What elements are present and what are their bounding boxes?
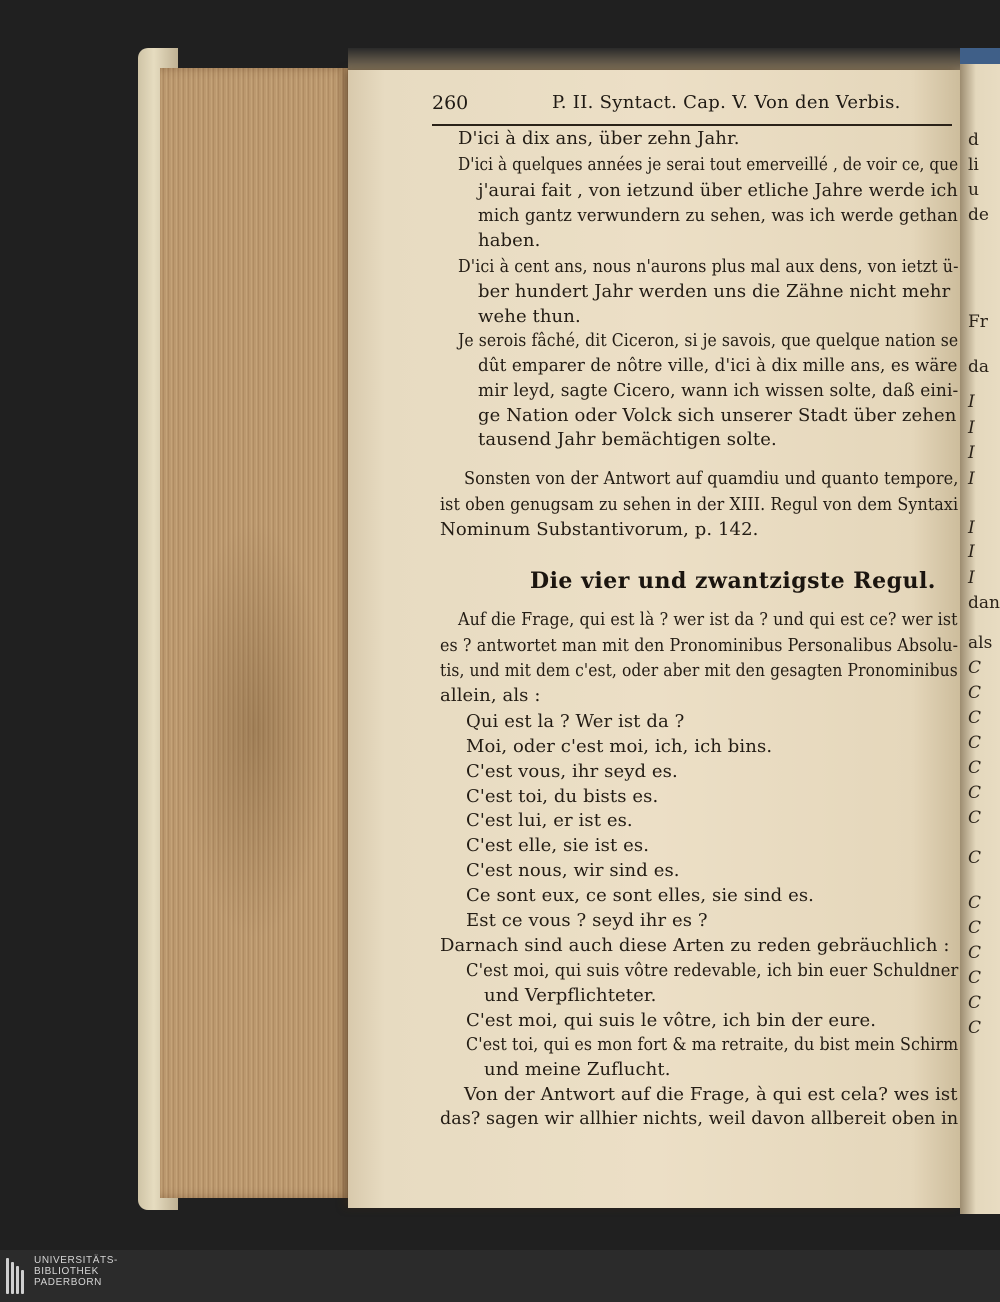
text-line: Moi, oder c'est moi, ich, ich bins. (466, 736, 773, 757)
text-line: D'ici à quelques années je serai tout emerveillé , de voir ce, que (458, 154, 959, 175)
page-top-shadow (348, 48, 960, 72)
facing-fragment: I (968, 518, 975, 538)
text-line: haben. (478, 230, 541, 251)
text-line: Darnach sind auch diese Arten zu reden gebräuchlich : (440, 935, 950, 956)
text-line: und Verpflichteter. (484, 985, 657, 1006)
text-line: tausend Jahr bemächtigen solte. (478, 429, 777, 450)
facing-fragment: I (968, 443, 975, 463)
facing-fragment: C (968, 893, 982, 913)
facing-fragment: C (968, 758, 982, 778)
facing-fragment: I (968, 542, 975, 562)
header-rule (432, 124, 952, 126)
facing-fragment: d (968, 130, 979, 150)
facing-fragment: u (968, 180, 979, 200)
text-line: C'est elle, sie ist es. (466, 835, 650, 856)
text-line: dût emparer de nôtre ville, d'ici à dix mille ans, es wäre (478, 355, 958, 376)
text-line: mich gantz verwundern zu sehen, was ich werde gethan (478, 205, 958, 226)
facing-fragment: I (968, 469, 975, 489)
facing-fragment: C (968, 733, 982, 753)
text-line: C'est nous, wir sind es. (466, 860, 680, 881)
facing-fragment: Fr (968, 312, 988, 332)
text-line: D'ici à dix ans, über zehn Jahr. (458, 128, 740, 149)
facing-fragment: C (968, 848, 982, 868)
text-line: D'ici à cent ans, nous n'aurons plus mal aux dens, von ietzt ü- (458, 256, 959, 277)
facing-fragment: C (968, 783, 982, 803)
text-line: ge Nation oder Volck sich unserer Stadt über zehen (478, 405, 957, 426)
facing-fragment: C (968, 683, 982, 703)
facing-fragment: I (968, 568, 975, 588)
text-line: Qui est la ? Wer ist da ? (466, 711, 685, 732)
text-line: Est ce vous ? seyd ihr es ? (466, 910, 708, 931)
text-line: j'aurai fait , von ietzund über etliche Jahre werde ich (478, 180, 958, 201)
text-line: C'est lui, er ist es. (466, 810, 633, 831)
text-line: Ce sont eux, ce sont elles, sie sind es. (466, 885, 814, 906)
facing-fragment: C (968, 708, 982, 728)
text-line: es ? antwortet man mit den Pronominibus Personalibus Absolu- (440, 635, 959, 656)
text-line: allein, als : (440, 685, 541, 706)
facing-fragment: li (968, 155, 979, 175)
text-line: C'est vous, ihr seyd es. (466, 761, 678, 782)
page-number: 260 (432, 92, 469, 114)
text-line: wehe thun. (478, 306, 581, 327)
library-name-line-3: PADERBORN (34, 1277, 103, 1288)
facing-fragment: C (968, 943, 982, 963)
running-head: P. II. Syntact. Cap. V. Von den Verbis. (552, 92, 901, 113)
text-line: C'est moi, qui suis le vôtre, ich bin der eure. (466, 1010, 877, 1031)
text-line: C'est toi, qui es mon fort & ma retraite, du bist mein Schirm (466, 1034, 959, 1055)
library-name-line-2: BIBLIOTHEK (34, 1266, 99, 1277)
facing-fragment: C (968, 808, 982, 828)
library-name-line-1: UNIVERSITÄTS- (34, 1255, 118, 1266)
facing-fragment: C (968, 1018, 982, 1038)
text-line: ist oben genugsam zu sehen in der XIII. Regul von dem Syntaxi (440, 494, 959, 515)
text-line: C'est moi, qui suis vôtre redevable, ich bin euer Schuldner (466, 960, 959, 981)
page-header (432, 92, 952, 120)
facing-fragment: als (968, 633, 993, 653)
text-line: Sonsten von der Antwort auf quamdiu und quanto tempore, (464, 468, 959, 489)
text-line: mir leyd, sagte Cicero, wann ich wissen solte, daß eini- (478, 380, 959, 401)
stain (180, 520, 330, 940)
text-line: Von der Antwort auf die Frage, à qui est cela? wes ist (464, 1084, 958, 1105)
facing-fragment: dan (968, 593, 1000, 613)
facing-fragment: da (968, 357, 990, 377)
library-logo-icon (6, 1258, 28, 1294)
text-line: C'est toi, du bists es. (466, 786, 659, 807)
facing-fragment: C (968, 968, 982, 988)
facing-fragment: C (968, 658, 982, 678)
facing-fragment: I (968, 418, 975, 438)
facing-fragment: C (968, 918, 982, 938)
text-line: Je serois fâché, dit Ciceron, si je savois, que quelque nation se (458, 330, 959, 351)
text-line: das? sagen wir allhier nichts, weil davon allbereit oben in (440, 1108, 959, 1129)
text-line: und meine Zuflucht. (484, 1059, 671, 1080)
facing-fragment: I (968, 392, 975, 412)
section-heading: Die vier und zwantzigste Regul. (530, 568, 936, 594)
text-line: ber hundert Jahr werden uns die Zähne nicht mehr (478, 281, 951, 302)
library-footer (0, 1250, 1000, 1302)
text-line: Auf die Frage, qui est là ? wer ist da ? und qui est ce? wer ist (458, 609, 958, 630)
text-line: tis, und mit dem c'est, oder aber mit den gesagten Pronominibus (440, 660, 958, 681)
facing-fragment: de (968, 205, 989, 225)
facing-fragment: C (968, 993, 982, 1013)
text-line: Nominum Substantivorum, p. 142. (440, 519, 759, 540)
